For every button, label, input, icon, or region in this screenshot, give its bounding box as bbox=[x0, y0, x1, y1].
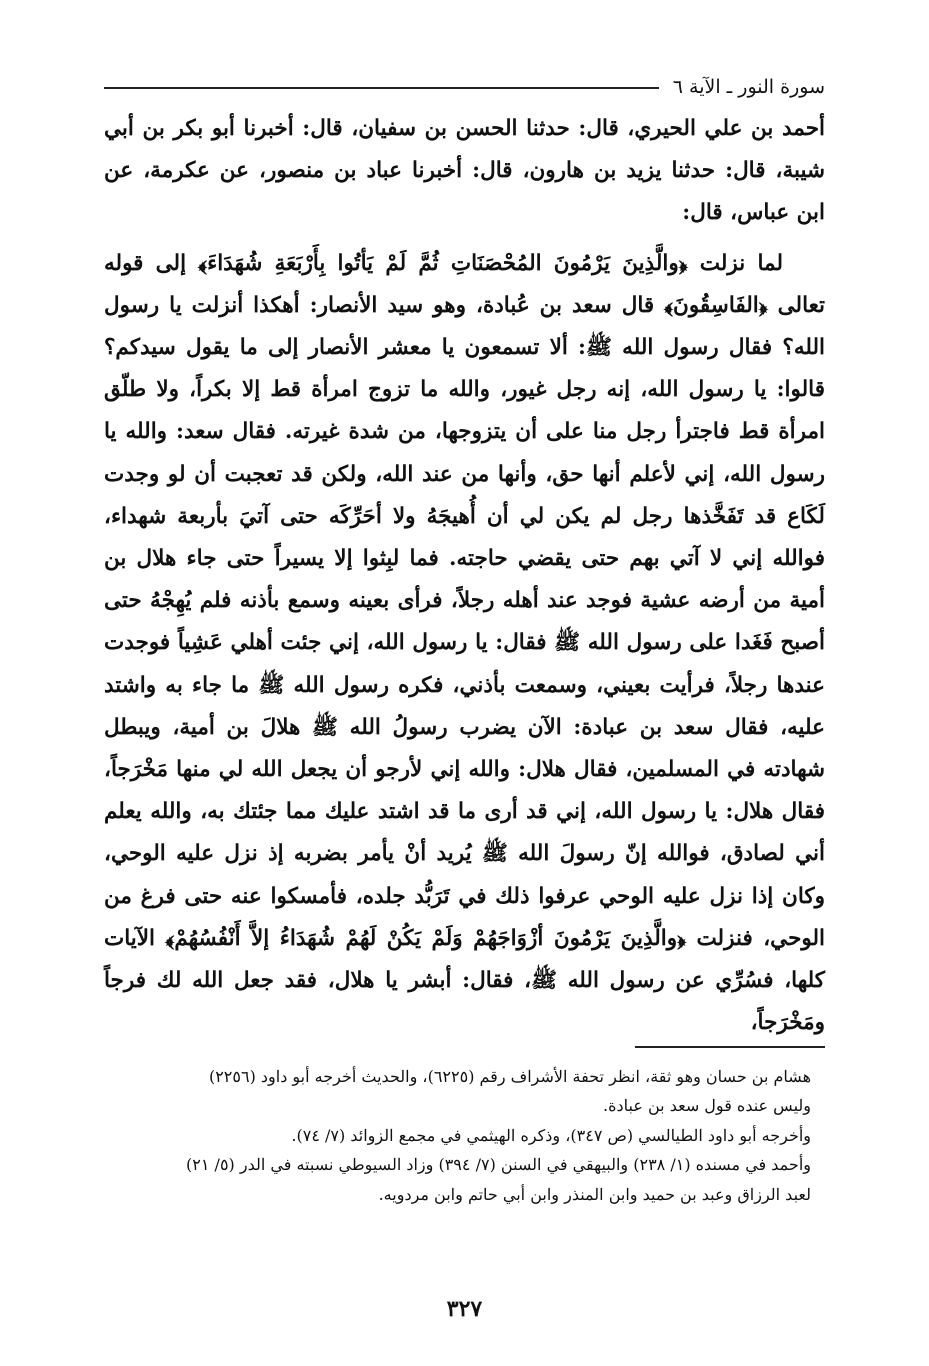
running-head-title: سورة النور ـ الآية ٦ bbox=[672, 76, 825, 98]
footnote-line: وأخرجه أبو داود الطيالسي (ص ٣٤٧)، وذكره الهيثمي في مجمع الزوائد (٧/ ٧٤). bbox=[291, 1125, 811, 1145]
running-head bbox=[104, 72, 825, 102]
body-text bbox=[104, 108, 825, 1044]
isnad-paragraph: أحمد بن علي الحيري، قال: حدثنا الحسن بن سفيان، قال: أخبرنا أبو بكر بن أبي شيبة، قال: حدثنا يزيد بن هارون، قال: أخبرنا عباد بن منصور، عن عكرمة، عن ابن عباس، قال: bbox=[104, 116, 825, 226]
footnote-line: هشام بن حسان وهو ثقة، انظر تحفة الأشراف رقم (٦٢٢٥)، والحديث أخرجه أبو داود (٢٢٥٦) bbox=[208, 1067, 811, 1086]
footnotes bbox=[110, 1062, 811, 1209]
footnote-separator bbox=[635, 1046, 825, 1048]
footnote-line: لعبد الرزاق وعبد بن حميد وابن المنذر وابن أبي حاتم وابن مردويه. bbox=[378, 1184, 811, 1204]
hadith-paragraph: لما نزلت ﴿والَّذِينَ يَرْمُونَ المُحْصَنَاتِ ثُمَّ لَمْ يَأتُوا بِأَرْبَعَةِ شُهَدَاءَ﴾ إلى قوله تعالى ﴿الفَاسِقُونَ﴾ قال سعد بن عُبادة، وهو سيد الأنصار: أهكذا أنزلت يا رسول الله؟ فقال رسول الله ﷺ: ألا تسمعون يا معشر الأنصار إلى ما يقول سيدكم؟ قالوا: يا رسول الله، إنه رجل غيور، والله ما تزوج امرأة قط إلا بكراً، ولا طلّق امرأة قط فاجترأ رجل منا على أن يتزوجها، من شدة غيرته. فقال سعد: والله يا رسول الله، إني لأعلم أنها حق، وأنها من عند الله، ولكن قد تعجبت أن لو وجدت لَكَاع قد تَفَخَّذها رجل لم يكن لي أن أُهيجَهُ ولا أحَرِّكَه حتى آتيَ بأربعة شهداء، فوالله إني لا آتي بهم حتى يقضي حاجته. فما لبِثوا إلا يسيراً حتى جاء هلال بن أمية من أرضه عشية فوجد عند أهله رجلاً، فرأى بعينه وسمع بأذنه فلم يُهِجْهُ حتى أصبح فَغَدا على رسول الله ﷺ فقال: يا رسول الله، إني جئت أهلي عَشِياً فوجدت عندها رجلاً، فرأيت بعيني، وسمعت بأذني، فكره رسول الله ﷺ ما جاء به واشتد عليه، فقال سعد بن عبادة: الآن يضرب رسولُ الله ﷺ هلالَ بن أمية، ويبطل شهادته في المسلمين، فقال هلال: والله إني لأرجو أن يجعل الله لي منها مَخْرَجاً، فقال هلال: يا رسول الله، إني قد أرى ما قد اشتد عليك مما جئتك به، والله يعلم أني لصادق، فوالله إنّ رسولَ الله ﷺ يُريد أنْ يأمر بضربه إذ نزل عليه الوحي، وكان إذا نزل عليه الوحي عرفوا ذلك في تَرَبُّد جلده، فأمسكوا عنه حتى فرغ من الوحي، فنزلت ﴿والَّذِينَ يَرْمُونَ أزْوَاجَهُمْ وَلَمْ يَكُنْ لَهُمْ شُهَدَاءُ إلاَّ أَنْفُسُهُمْ﴾ الآيات كلها، فسُرِّي عن رسول الله ﷺ، فقال: أبشر يا هلال، فقد جعل الله لك فرجاً ومَخْرَجاً، bbox=[104, 250, 825, 1036]
header-rule bbox=[104, 87, 659, 89]
page-number: ٣٢٧ bbox=[446, 1296, 483, 1322]
footnote-line: وليس عنده قول سعد بن عبادة. bbox=[603, 1096, 811, 1116]
footnote-line: وأحمد في مسنده (١/ ٢٣٨) والبيهقي في السنن (٧/ ٣٩٤) وزاد السيوطي نسبته في الدر (٥/ ٢١) bbox=[186, 1155, 811, 1175]
